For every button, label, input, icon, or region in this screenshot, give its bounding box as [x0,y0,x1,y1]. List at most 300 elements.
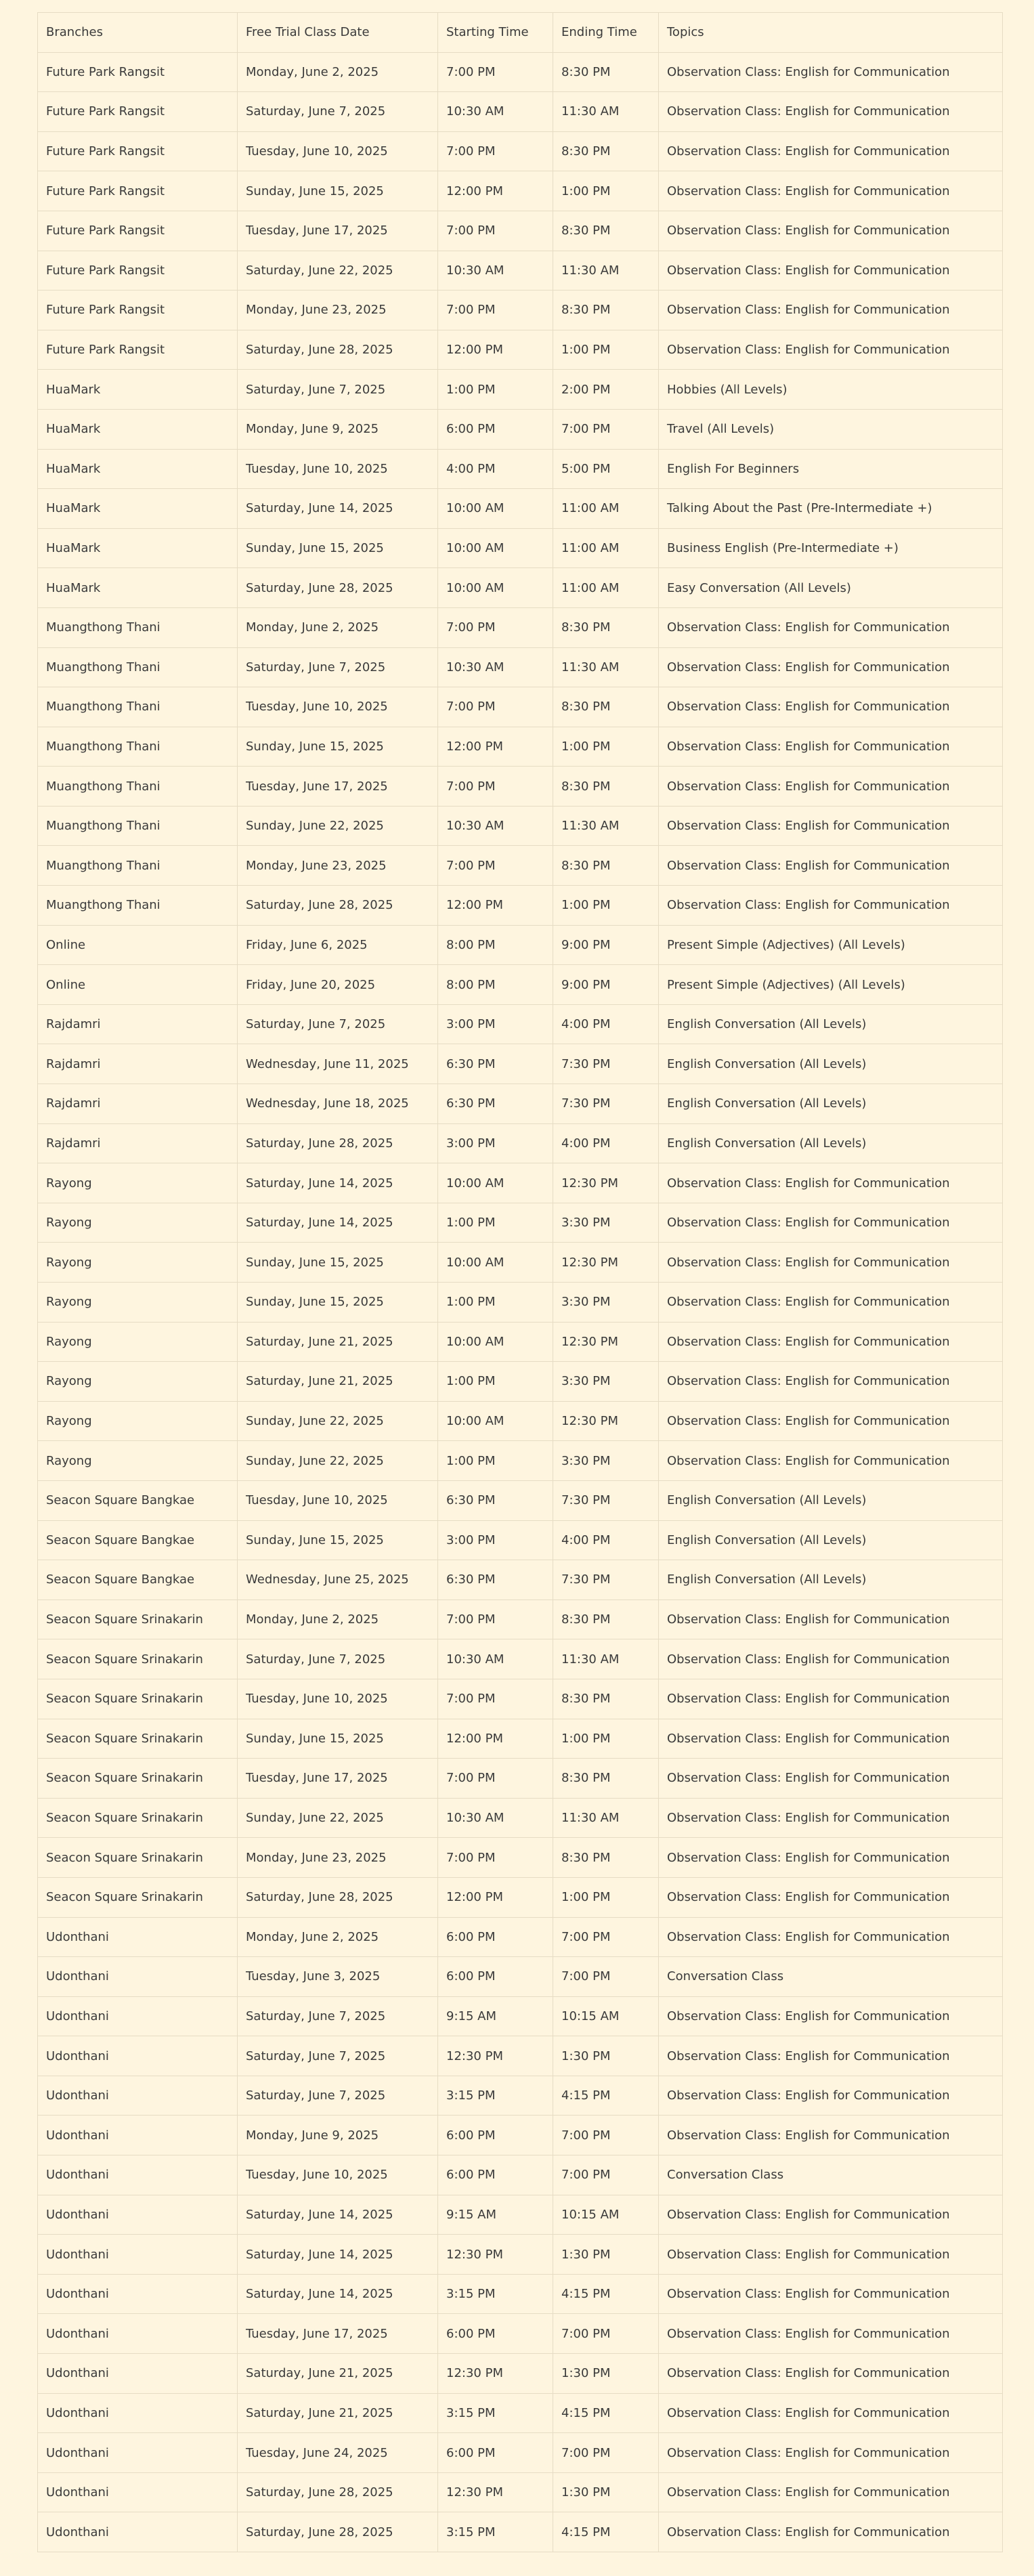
topic-cell: Observation Class: English for Communication [659,1996,1003,2036]
date-cell: Saturday, June 7, 2025 [238,1996,438,2036]
start-time-cell: 8:00 PM [438,965,553,1005]
branch-cell: Online [38,965,238,1005]
date-cell: Sunday, June 22, 2025 [238,806,438,846]
end-time-cell: 9:00 PM [553,965,659,1005]
end-time-cell: 12:30 PM [553,1322,659,1362]
end-time-cell: 7:30 PM [553,1560,659,1600]
branch-cell: HuaMark [38,568,238,608]
branch-cell: Udonthani [38,1996,238,2036]
date-cell: Sunday, June 15, 2025 [238,1243,438,1283]
branch-cell: Future Park Rangsit [38,251,238,291]
start-time-cell: 9:15 AM [438,1996,553,2036]
table-row [38,1759,1003,1799]
date-cell: Saturday, June 14, 2025 [238,2235,438,2275]
branch-cell: Rayong [38,1401,238,1441]
end-time-cell: 8:30 PM [553,291,659,330]
date-cell: Friday, June 6, 2025 [238,925,438,965]
date-cell: Saturday, June 7, 2025 [238,370,438,410]
topic-cell: Observation Class: English for Communication [659,2076,1003,2116]
topic-cell: Observation Class: English for Communication [659,330,1003,370]
date-cell: Saturday, June 28, 2025 [238,568,438,608]
topic-cell: Observation Class: English for Communication [659,2433,1003,2473]
table-row [38,1480,1003,1520]
end-time-cell: 8:30 PM [553,52,659,92]
topic-cell: Observation Class: English for Communication [659,1877,1003,1917]
branch-cell: Udonthani [38,2354,238,2394]
date-cell: Sunday, June 15, 2025 [238,1520,438,1560]
table-row [38,1084,1003,1124]
branch-cell: Udonthani [38,2155,238,2195]
date-cell: Saturday, June 28, 2025 [238,886,438,926]
branch-cell: Future Park Rangsit [38,330,238,370]
table-row [38,1044,1003,1084]
topic-cell: Business English (Pre-Intermediate +) [659,528,1003,568]
end-time-cell: 10:15 AM [553,2195,659,2235]
branch-cell: Udonthani [38,1917,238,1957]
topic-cell: Observation Class: English for Communication [659,1639,1003,1679]
column-header-ending-time: Ending Time [553,13,659,53]
branch-cell: Rayong [38,1441,238,1481]
end-time-cell: 1:30 PM [553,2472,659,2512]
table-row [38,2076,1003,2116]
table-row [38,2393,1003,2433]
branch-cell: Seacon Square Bangkae [38,1480,238,1520]
branch-cell: Udonthani [38,2393,238,2433]
table-row [38,568,1003,608]
branch-cell: Udonthani [38,2314,238,2354]
date-cell: Monday, June 23, 2025 [238,846,438,886]
topic-cell: Observation Class: English for Communication [659,2472,1003,2512]
date-cell: Sunday, June 22, 2025 [238,1798,438,1838]
topic-cell: Observation Class: English for Communication [659,1362,1003,1402]
topic-cell: Observation Class: English for Communication [659,647,1003,687]
branch-cell: Udonthani [38,1957,238,1997]
end-time-cell: 7:30 PM [553,1480,659,1520]
branch-cell: Seacon Square Srinakarin [38,1798,238,1838]
start-time-cell: 10:00 AM [438,1163,553,1203]
end-time-cell: 7:00 PM [553,1917,659,1957]
column-header-date: Free Trial Class Date [238,13,438,53]
end-time-cell: 10:15 AM [553,1996,659,2036]
end-time-cell: 11:30 AM [553,1639,659,1679]
topic-cell: Observation Class: English for Communication [659,131,1003,171]
date-cell: Saturday, June 28, 2025 [238,1877,438,1917]
branch-cell: Rayong [38,1362,238,1402]
start-time-cell: 3:15 PM [438,2076,553,2116]
start-time-cell: 1:00 PM [438,1362,553,1402]
start-time-cell: 1:00 PM [438,1283,553,1323]
start-time-cell: 6:00 PM [438,2314,553,2354]
date-cell: Tuesday, June 24, 2025 [238,2433,438,2473]
table-row [38,1838,1003,1878]
branch-cell: Future Park Rangsit [38,171,238,211]
start-time-cell: 12:00 PM [438,1719,553,1759]
date-cell: Monday, June 2, 2025 [238,52,438,92]
table-body [38,52,1003,2552]
topic-cell: Observation Class: English for Communication [659,2393,1003,2433]
start-time-cell: 12:00 PM [438,727,553,767]
table-row [38,1362,1003,1402]
end-time-cell: 8:30 PM [553,846,659,886]
branch-cell: Muangthong Thani [38,846,238,886]
topic-cell: English Conversation (All Levels) [659,1480,1003,1520]
table-row [38,1163,1003,1203]
table-row [38,409,1003,449]
table-row [38,846,1003,886]
start-time-cell: 6:30 PM [438,1044,553,1084]
date-cell: Tuesday, June 17, 2025 [238,1759,438,1799]
date-cell: Saturday, June 14, 2025 [238,489,438,529]
start-time-cell: 7:00 PM [438,211,553,251]
column-header-starting-time: Starting Time [438,13,553,53]
start-time-cell: 1:00 PM [438,1441,553,1481]
topic-cell: Observation Class: English for Communication [659,52,1003,92]
table-row [38,1004,1003,1044]
topic-cell: Observation Class: English for Communication [659,1600,1003,1639]
topic-cell: Observation Class: English for Communication [659,2354,1003,2394]
start-time-cell: 6:00 PM [438,2116,553,2155]
start-time-cell: 6:30 PM [438,1560,553,1600]
branch-cell: Rajdamri [38,1044,238,1084]
branch-cell: Future Park Rangsit [38,211,238,251]
column-header-branches: Branches [38,13,238,53]
date-cell: Saturday, June 28, 2025 [238,2472,438,2512]
start-time-cell: 10:00 AM [438,528,553,568]
branch-cell: Future Park Rangsit [38,131,238,171]
start-time-cell: 3:15 PM [438,2393,553,2433]
start-time-cell: 7:00 PM [438,767,553,807]
branch-cell: Online [38,925,238,965]
branch-cell: Seacon Square Srinakarin [38,1759,238,1799]
topic-cell: Observation Class: English for Communication [659,1838,1003,1878]
branch-cell: Rajdamri [38,1123,238,1163]
start-time-cell: 10:30 AM [438,92,553,132]
date-cell: Monday, June 2, 2025 [238,607,438,647]
end-time-cell: 11:00 AM [553,528,659,568]
table-row [38,2472,1003,2512]
start-time-cell: 6:00 PM [438,2155,553,2195]
end-time-cell: 4:15 PM [553,2512,659,2552]
branch-cell: Udonthani [38,2116,238,2155]
topic-cell: Observation Class: English for Communication [659,846,1003,886]
branch-cell: Udonthani [38,2433,238,2473]
table-row [38,2512,1003,2552]
topic-cell: Observation Class: English for Communication [659,607,1003,647]
start-time-cell: 7:00 PM [438,1759,553,1799]
branch-cell: Udonthani [38,2274,238,2314]
table-row [38,2036,1003,2076]
table-row [38,1996,1003,2036]
end-time-cell: 11:00 AM [553,568,659,608]
table-row [38,1401,1003,1441]
table-row [38,1441,1003,1481]
date-cell: Wednesday, June 18, 2025 [238,1084,438,1124]
start-time-cell: 3:00 PM [438,1123,553,1163]
end-time-cell: 8:30 PM [553,1759,659,1799]
table-row [38,291,1003,330]
topic-cell: English Conversation (All Levels) [659,1560,1003,1600]
topic-cell: Observation Class: English for Communication [659,1322,1003,1362]
topic-cell: English For Beginners [659,449,1003,489]
table-row [38,1917,1003,1957]
topic-cell: Observation Class: English for Communication [659,2274,1003,2314]
table-row [38,52,1003,92]
end-time-cell: 4:15 PM [553,2274,659,2314]
table-row [38,1957,1003,1997]
table-row [38,2314,1003,2354]
start-time-cell: 9:15 AM [438,2195,553,2235]
branch-cell: HuaMark [38,449,238,489]
end-time-cell: 1:00 PM [553,1719,659,1759]
end-time-cell: 12:30 PM [553,1243,659,1283]
start-time-cell: 3:15 PM [438,2274,553,2314]
date-cell: Saturday, June 14, 2025 [238,2274,438,2314]
start-time-cell: 7:00 PM [438,291,553,330]
branch-cell: Muangthong Thani [38,727,238,767]
end-time-cell: 1:30 PM [553,2036,659,2076]
end-time-cell: 11:30 AM [553,251,659,291]
table-row [38,2354,1003,2394]
start-time-cell: 1:00 PM [438,1203,553,1243]
date-cell: Friday, June 20, 2025 [238,965,438,1005]
date-cell: Sunday, June 15, 2025 [238,727,438,767]
start-time-cell: 7:00 PM [438,1838,553,1878]
topic-cell: Observation Class: English for Communication [659,2116,1003,2155]
table-row [38,1719,1003,1759]
table-row [38,2116,1003,2155]
start-time-cell: 10:00 AM [438,568,553,608]
topic-cell: Observation Class: English for Communication [659,727,1003,767]
table-row [38,767,1003,807]
start-time-cell: 10:30 AM [438,1798,553,1838]
topic-cell: English Conversation (All Levels) [659,1123,1003,1163]
end-time-cell: 7:30 PM [553,1084,659,1124]
table-row [38,925,1003,965]
end-time-cell: 7:00 PM [553,409,659,449]
topic-cell: Observation Class: English for Communication [659,2036,1003,2076]
date-cell: Tuesday, June 10, 2025 [238,1679,438,1719]
table-row [38,886,1003,926]
date-cell: Monday, June 2, 2025 [238,1600,438,1639]
topic-cell: Observation Class: English for Communication [659,2195,1003,2235]
date-cell: Saturday, June 7, 2025 [238,647,438,687]
end-time-cell: 1:00 PM [553,330,659,370]
start-time-cell: 12:00 PM [438,171,553,211]
topic-cell: Observation Class: English for Communication [659,1203,1003,1243]
start-time-cell: 6:00 PM [438,2433,553,2473]
branch-cell: Udonthani [38,2472,238,2512]
table-row [38,251,1003,291]
end-time-cell: 12:30 PM [553,1401,659,1441]
branch-cell: Udonthani [38,2512,238,2552]
date-cell: Saturday, June 7, 2025 [238,1004,438,1044]
date-cell: Saturday, June 21, 2025 [238,1322,438,1362]
start-time-cell: 6:30 PM [438,1480,553,1520]
end-time-cell: 11:30 AM [553,806,659,846]
topic-cell: English Conversation (All Levels) [659,1520,1003,1560]
topic-cell: Observation Class: English for Communication [659,1243,1003,1283]
end-time-cell: 8:30 PM [553,131,659,171]
branch-cell: Seacon Square Srinakarin [38,1679,238,1719]
table-header-row [38,13,1003,53]
topic-cell: English Conversation (All Levels) [659,1084,1003,1124]
table-row [38,1322,1003,1362]
end-time-cell: 3:30 PM [553,1203,659,1243]
table-row [38,2433,1003,2473]
date-cell: Tuesday, June 10, 2025 [238,687,438,727]
end-time-cell: 8:30 PM [553,687,659,727]
branch-cell: HuaMark [38,370,238,410]
end-time-cell: 8:30 PM [553,767,659,807]
topic-cell: Observation Class: English for Communication [659,171,1003,211]
table-row [38,330,1003,370]
start-time-cell: 10:00 AM [438,1401,553,1441]
table-row [38,1798,1003,1838]
end-time-cell: 7:00 PM [553,2155,659,2195]
branch-cell: Rayong [38,1283,238,1323]
start-time-cell: 10:00 AM [438,489,553,529]
topic-cell: Observation Class: English for Communication [659,1759,1003,1799]
topic-cell: Observation Class: English for Communication [659,2235,1003,2275]
date-cell: Saturday, June 7, 2025 [238,1639,438,1679]
start-time-cell: 7:00 PM [438,846,553,886]
end-time-cell: 4:00 PM [553,1004,659,1044]
table-row [38,1243,1003,1283]
topic-cell: English Conversation (All Levels) [659,1044,1003,1084]
start-time-cell: 12:30 PM [438,2036,553,2076]
topic-cell: Easy Conversation (All Levels) [659,568,1003,608]
topic-cell: Observation Class: English for Communication [659,2314,1003,2354]
table-row [38,528,1003,568]
branch-cell: Future Park Rangsit [38,52,238,92]
topic-cell: Observation Class: English for Communication [659,92,1003,132]
date-cell: Saturday, June 21, 2025 [238,1362,438,1402]
start-time-cell: 7:00 PM [438,1679,553,1719]
end-time-cell: 1:00 PM [553,171,659,211]
date-cell: Tuesday, June 17, 2025 [238,211,438,251]
start-time-cell: 10:30 AM [438,1639,553,1679]
end-time-cell: 5:00 PM [553,449,659,489]
date-cell: Saturday, June 7, 2025 [238,2036,438,2076]
branch-cell: Udonthani [38,2235,238,2275]
start-time-cell: 4:00 PM [438,449,553,489]
date-cell: Saturday, June 28, 2025 [238,1123,438,1163]
topic-cell: Observation Class: English for Communication [659,251,1003,291]
topic-cell: Travel (All Levels) [659,409,1003,449]
date-cell: Tuesday, June 17, 2025 [238,2314,438,2354]
branch-cell: Future Park Rangsit [38,92,238,132]
date-cell: Sunday, June 15, 2025 [238,528,438,568]
table-row [38,1639,1003,1679]
topic-cell: Talking About the Past (Pre-Intermediate +) [659,489,1003,529]
start-time-cell: 7:00 PM [438,131,553,171]
start-time-cell: 10:00 AM [438,1243,553,1283]
date-cell: Saturday, June 21, 2025 [238,2354,438,2394]
branch-cell: Future Park Rangsit [38,291,238,330]
date-cell: Saturday, June 14, 2025 [238,2195,438,2235]
end-time-cell: 8:30 PM [553,1679,659,1719]
date-cell: Tuesday, June 17, 2025 [238,767,438,807]
topic-cell: English Conversation (All Levels) [659,1004,1003,1044]
end-time-cell: 2:00 PM [553,370,659,410]
table-row [38,131,1003,171]
date-cell: Monday, June 23, 2025 [238,291,438,330]
branch-cell: Rayong [38,1203,238,1243]
end-time-cell: 4:00 PM [553,1123,659,1163]
start-time-cell: 12:00 PM [438,1877,553,1917]
end-time-cell: 12:30 PM [553,1163,659,1203]
table-row [38,370,1003,410]
end-time-cell: 8:30 PM [553,211,659,251]
date-cell: Saturday, June 21, 2025 [238,2393,438,2433]
branch-cell: Seacon Square Srinakarin [38,1719,238,1759]
start-time-cell: 6:30 PM [438,1084,553,1124]
start-time-cell: 7:00 PM [438,687,553,727]
table-row [38,607,1003,647]
table-row [38,2195,1003,2235]
start-time-cell: 3:15 PM [438,2512,553,2552]
date-cell: Tuesday, June 3, 2025 [238,1957,438,1997]
branch-cell: Seacon Square Bangkae [38,1560,238,1600]
branch-cell: HuaMark [38,489,238,529]
date-cell: Saturday, June 14, 2025 [238,1203,438,1243]
end-time-cell: 4:15 PM [553,2393,659,2433]
column-header-topics: Topics [659,13,1003,53]
start-time-cell: 7:00 PM [438,52,553,92]
date-cell: Wednesday, June 11, 2025 [238,1044,438,1084]
end-time-cell: 9:00 PM [553,925,659,965]
date-cell: Tuesday, June 10, 2025 [238,131,438,171]
table-row [38,1560,1003,1600]
end-time-cell: 7:00 PM [553,2314,659,2354]
end-time-cell: 1:00 PM [553,1877,659,1917]
branch-cell: Muangthong Thani [38,806,238,846]
branch-cell: Muangthong Thani [38,767,238,807]
end-time-cell: 8:30 PM [553,1838,659,1878]
start-time-cell: 12:00 PM [438,330,553,370]
branch-cell: Seacon Square Srinakarin [38,1600,238,1639]
table-row [38,1123,1003,1163]
branch-cell: Udonthani [38,2195,238,2235]
end-time-cell: 1:00 PM [553,886,659,926]
date-cell: Saturday, June 28, 2025 [238,2512,438,2552]
topic-cell: Conversation Class [659,2155,1003,2195]
schedule-container [37,12,1002,2552]
branch-cell: Udonthani [38,2036,238,2076]
end-time-cell: 7:00 PM [553,2433,659,2473]
start-time-cell: 1:00 PM [438,370,553,410]
end-time-cell: 3:30 PM [553,1441,659,1481]
end-time-cell: 11:30 AM [553,1798,659,1838]
end-time-cell: 3:30 PM [553,1283,659,1323]
start-time-cell: 7:00 PM [438,1600,553,1639]
start-time-cell: 12:30 PM [438,2472,553,2512]
topic-cell: Observation Class: English for Communication [659,886,1003,926]
end-time-cell: 3:30 PM [553,1362,659,1402]
table-row [38,1203,1003,1243]
date-cell: Saturday, June 7, 2025 [238,92,438,132]
branch-cell: Seacon Square Srinakarin [38,1838,238,1878]
date-cell: Tuesday, June 10, 2025 [238,2155,438,2195]
date-cell: Saturday, June 7, 2025 [238,2076,438,2116]
topic-cell: Observation Class: English for Communication [659,1917,1003,1957]
topic-cell: Conversation Class [659,1957,1003,1997]
branch-cell: Muangthong Thani [38,647,238,687]
table-row [38,211,1003,251]
end-time-cell: 1:00 PM [553,727,659,767]
branch-cell: Rayong [38,1243,238,1283]
branch-cell: Udonthani [38,2076,238,2116]
